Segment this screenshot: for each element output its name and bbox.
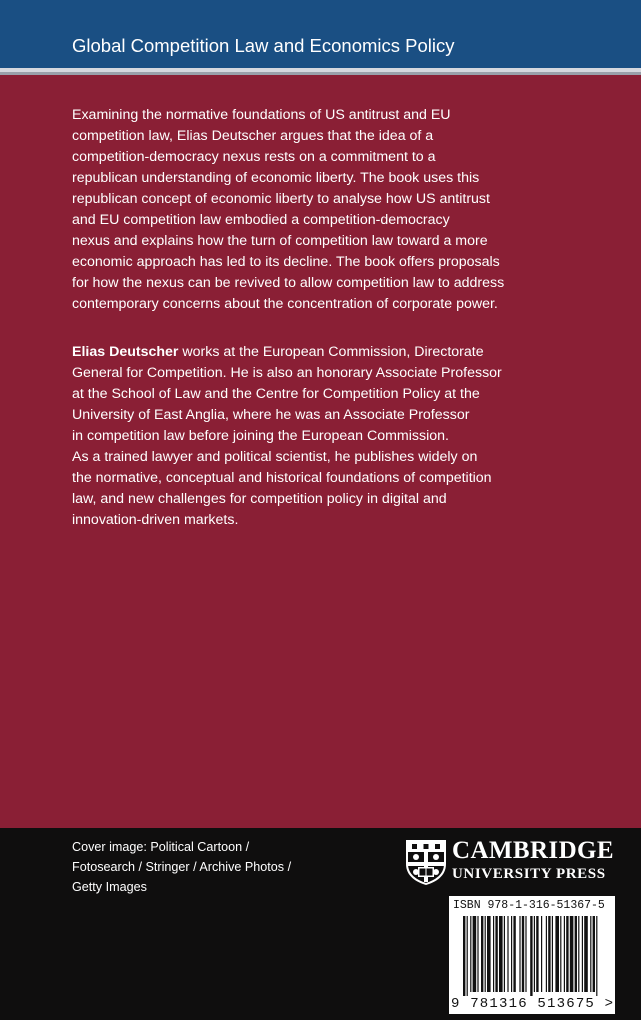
series-header (0, 0, 641, 68)
publisher-subtitle: UNIVERSITY PRESS (452, 866, 606, 882)
barcode-bar (560, 916, 561, 992)
barcode-bar (519, 916, 520, 992)
barcode-bar (513, 916, 515, 992)
barcode-bar (548, 916, 550, 992)
book-blurb (72, 105, 572, 315)
barcode-bar (578, 916, 579, 992)
barcode-bar (477, 916, 478, 992)
isbn-label: ISBN 978-1-316-51367-5 (453, 899, 605, 912)
credit-line: Cover image: Political Cartoon / (72, 840, 250, 854)
blurb-line: economic approach has led to its decline. The book offers proposals (72, 254, 500, 270)
blurb-line: nexus and explains how the turn of competition law toward a more (72, 233, 488, 249)
barcode-bar (487, 916, 491, 992)
barcode-bar (536, 916, 538, 992)
bio-line: University of East Anglia, where he was an Associate Professor (72, 407, 470, 423)
barcode-bar (534, 916, 535, 992)
barcode-bar (473, 916, 477, 992)
bio-line: General for Competition. He is also an honorary Associate Professor (72, 365, 502, 381)
barcode-bar (463, 916, 465, 996)
barcode-bar (582, 916, 583, 992)
barcode-bar (584, 916, 588, 992)
bio-line: law, and new challenges for competition policy in digital and (72, 491, 447, 507)
barcode-digits: 9 781316 513675 > (451, 996, 615, 1012)
blurb-line: Examining the normative foundations of US antitrust and EU (72, 107, 451, 123)
cambridge-shield-icon (404, 838, 448, 886)
bio-line: in competition law before joining the European Commission. (72, 428, 449, 444)
blurb-line: competition law, Elias Deutscher argues that the idea of a (72, 128, 434, 144)
blurb-line: for how the nexus can be revived to allow competition law to address (72, 275, 505, 291)
header-stripe-gray (0, 72, 641, 75)
credit-line: Getty Images (72, 880, 147, 894)
barcode-bar (596, 916, 597, 996)
barcode-bar (481, 916, 483, 992)
barcode-bar (507, 916, 508, 992)
author-bio (72, 342, 572, 531)
author-name: Elias Deutscher (72, 344, 179, 360)
bio-line: innovation-driven markets. (72, 512, 239, 528)
barcode-bar (552, 916, 553, 992)
barcode-bar (566, 916, 568, 992)
publisher-name: CAMBRIDGE (452, 837, 614, 864)
blurb-line: contemporary concerns about the concentration of corporate power. (72, 296, 498, 312)
bio-line: the normative, conceptual and historical foundations of competition (72, 470, 492, 486)
blurb-line: competition-democracy nexus rests on a commitment to a (72, 149, 436, 165)
barcode-bar (467, 916, 468, 996)
blurb-line: republican concept of economic liberty to analyse how US antitrust (72, 191, 490, 207)
barcode-bar (546, 916, 547, 992)
barcode-bar (522, 916, 524, 992)
bio-line: at the School of Law and the Centre for Competition Policy at the (72, 386, 480, 402)
barcode-bar (590, 916, 591, 992)
barcode-bar (555, 916, 559, 992)
barcode-bar (493, 916, 494, 992)
barcode-bar (593, 916, 595, 992)
barcode-bar (525, 916, 526, 992)
isbn-barcode (449, 896, 615, 1014)
series-title: Global Competition Law and Economics Policy (72, 35, 455, 56)
barcode-bar (570, 916, 574, 992)
barcode-bar (485, 916, 486, 992)
barcode-bar (495, 916, 497, 992)
bio-first-line (72, 342, 572, 363)
cover-image-credit (72, 837, 291, 897)
barcode-bar (530, 916, 532, 996)
bio-line-rest: works at the European Commission, Directorate (178, 344, 484, 360)
barcode-bar (575, 916, 577, 992)
credit-line: Fotosearch / Stringer / Archive Photos / (72, 860, 292, 874)
footer-band (0, 828, 641, 1020)
bio-line: As a trained lawyer and political scientist, he publishes widely on (72, 449, 478, 465)
barcode-bar (470, 916, 471, 992)
barcode-bar (504, 916, 505, 992)
blurb-line: republican understanding of economic liberty. The book uses this (72, 170, 480, 186)
blurb-line: and EU competition law embodied a competition-democracy (72, 212, 450, 228)
barcode-bar (541, 916, 542, 992)
barcode-bar (564, 916, 565, 992)
barcode-bar (511, 916, 512, 992)
barcode-bar (499, 916, 503, 992)
